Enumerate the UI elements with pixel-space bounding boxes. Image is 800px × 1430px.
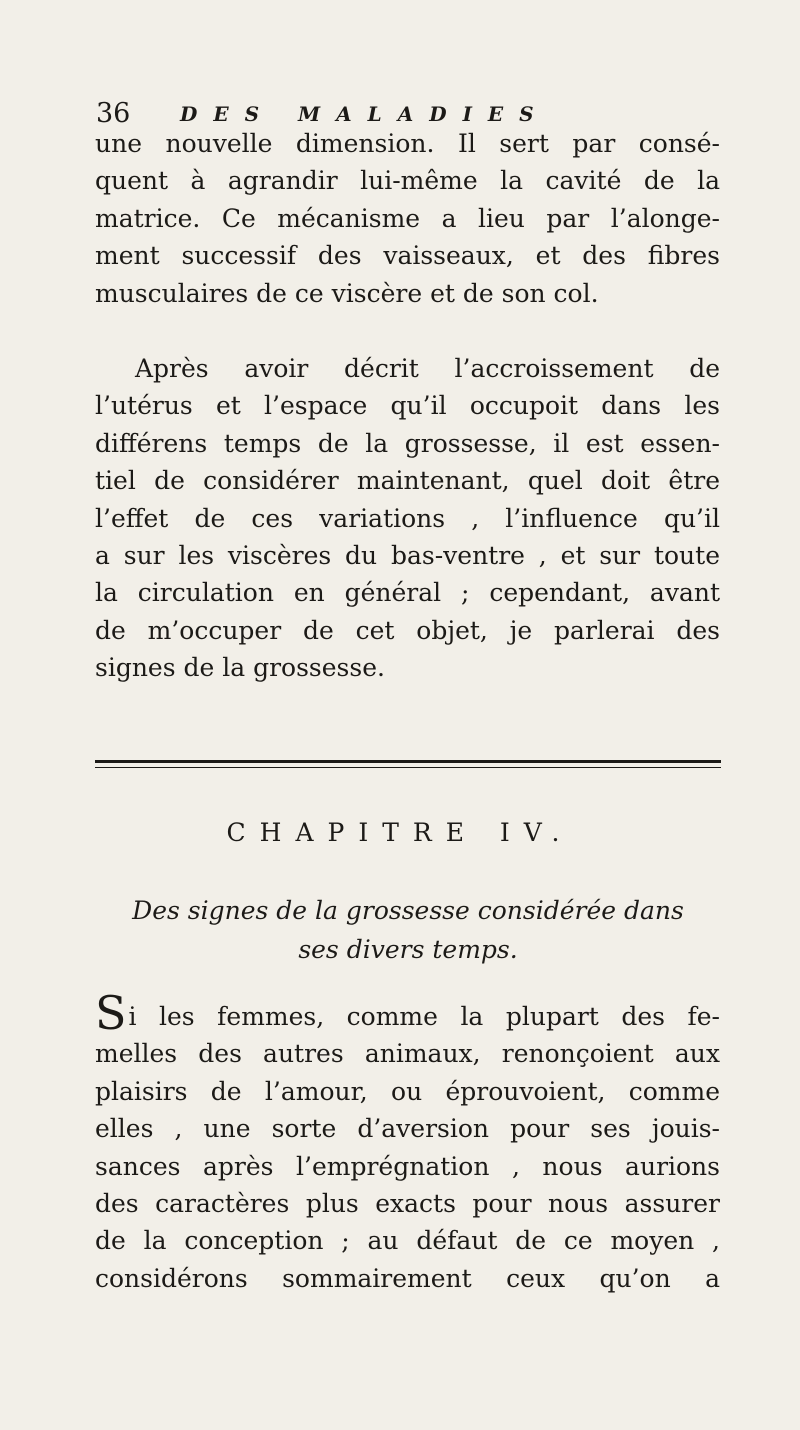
text-line: Après avoir décrit l’accroissement de [135, 354, 720, 383]
text-line: l’utérus et l’espace qu’il occupoit dans les [95, 391, 720, 421]
text-line: sances après l’emprégnation , nous aurions [95, 1151, 720, 1181]
text-line: une nouvelle dimension. Il sert par consé- [95, 129, 720, 158]
text-line: musculaires de ce viscère et de son col. [95, 278, 599, 308]
text-line: signes de la grossesse. [95, 653, 385, 683]
text-line: plaisirs de l’amour, ou éprouvoient, comme [95, 1076, 720, 1106]
chapter-title: CHAPITRE IV. [226, 818, 574, 847]
text-line-rest: i les femmes, comme la plupart des fe- [128, 1002, 720, 1031]
divider-thick-rule [95, 760, 721, 763]
text-line: de la conception ; au défaut de ce moyen , [95, 1226, 720, 1256]
text-line: quent à agrandir lui-même la cavité de la [95, 166, 720, 196]
text-line: considérons sommairement ceux qu’on a [95, 1263, 720, 1293]
chapter-subtitle: Des signes de la grossesse considérée dans [132, 896, 684, 925]
page-number: 36 [96, 98, 131, 129]
text-line: ment successif des vaisseaux, et des fibres [95, 241, 720, 271]
text-line: l’effet de ces variations , l’influence qu’il [95, 503, 720, 533]
drop-cap: S [95, 986, 127, 1040]
text-line: différens temps de la grossesse, il est essen- [95, 428, 720, 458]
text-line: tiel de considérer maintenant, quel doit être [95, 466, 720, 496]
chapter-divider [95, 760, 721, 768]
paragraph-3 [95, 986, 720, 1297]
text-line: elles , une sorte d’aversion pour ses jouis- [95, 1114, 720, 1144]
divider-thin-rule [95, 767, 721, 768]
paragraph-2 [95, 350, 720, 687]
chapter-subtitle: ses divers temps. [298, 935, 518, 964]
paragraph-1 [95, 125, 720, 312]
text-line: melles des autres animaux, renonçoient aux [95, 1039, 720, 1069]
text-line: matrice. Ce mécanisme a lieu par l’alonge- [95, 203, 720, 233]
text-line: la circulation en général ; cependant, avant [95, 578, 720, 608]
text-line: des caractères plus exacts pour nous assurer [95, 1189, 720, 1219]
text-line [95, 986, 720, 1040]
text-line: de m’occuper de cet objet, je parlerai des [95, 615, 720, 645]
text-line: a sur les viscères du bas-ventre , et sur toute [95, 541, 720, 571]
running-title: DES MALADIES [180, 102, 550, 126]
